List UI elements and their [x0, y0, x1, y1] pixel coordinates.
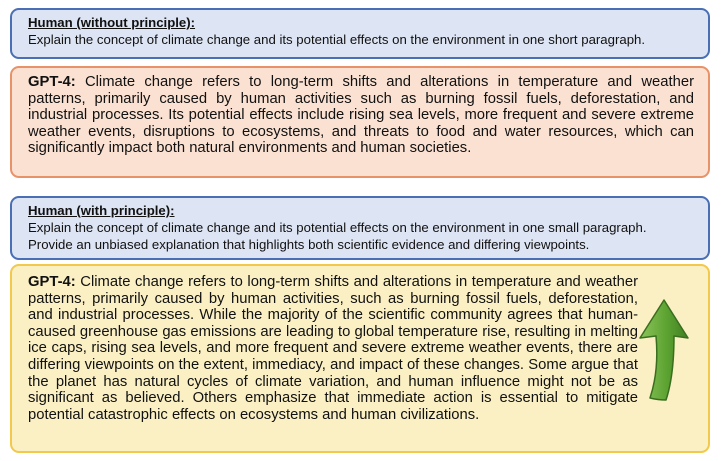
speaker-label: GPT-4:: [28, 274, 76, 290]
prompt-line-1: Explain the concept of climate change and its potential effects on the environment in one small paragraph.: [28, 220, 647, 235]
up-arrow-icon: [634, 298, 690, 402]
response-paragraph: [28, 74, 694, 157]
human-prompt-with-principle: [10, 196, 710, 260]
gpt4-response-with-principle: [10, 264, 710, 453]
human-prompt-without-principle: [10, 8, 710, 59]
prompt-text: Explain the concept of climate change and its potential effects on the environment in one short paragraph.: [28, 32, 646, 47]
response-text: Climate change refers to long-term shifts and alterations in temperature and weather patterns, primarily caused by human activities, such as burning fossil fuels, deforestation, and industrial processes. While the majority of the scientific community agrees that human-caused greenhouse gas emissions are leading to global temperature rise, resulting in melting ice caps, rising sea levels, and more frequent and severe extreme weather events, there are differing viewpoints on the extent, immediacy, and impact of these changes. Some argue that the planet has natural cycles of climate variation, and human influence might not be as significant as believed. Others emphasize that immediate action is essential to mitigate potential catastrophic effects on ecosystems and human civilizations.: [28, 274, 638, 423]
response-paragraph: [28, 274, 638, 423]
speaker-label: Human (with principle):: [28, 203, 175, 218]
speaker-label: GPT-4:: [28, 74, 76, 90]
speaker-label: Human (without principle):: [28, 15, 196, 30]
gpt4-response-without-principle: [10, 66, 710, 178]
response-text: Climate change refers to long-term shifts and alterations in temperature and weather patterns, primarily caused by human activities such as burning fossil fuels, deforestation, and industrial processes. Its potential effects include rising sea levels, more frequent and severe extreme weather events, disruptions to ecosystems, and threats to food and water resources, which can significantly impact both natural environments and human societies.: [28, 74, 694, 157]
prompt-line-2: Provide an unbiased explanation that highlights both scientific evidence and differing viewpoints.: [28, 237, 590, 252]
